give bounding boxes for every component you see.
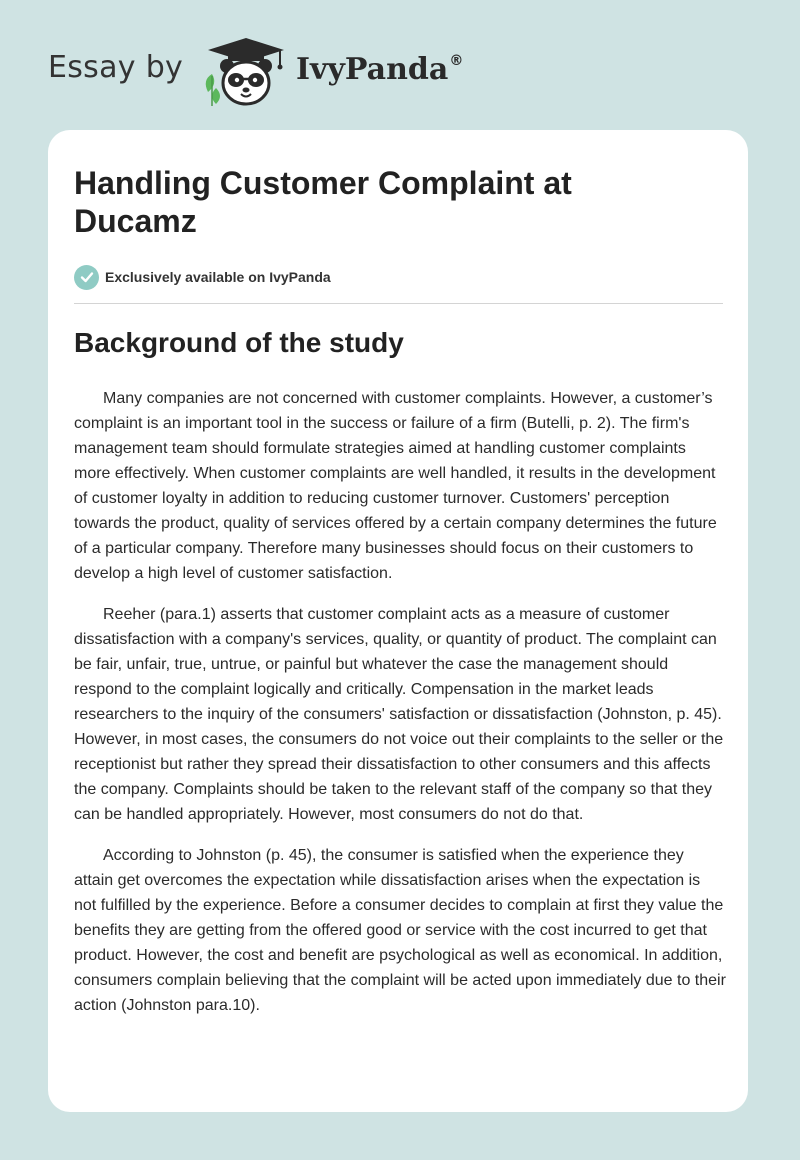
- divider: [74, 303, 723, 304]
- exclusive-badge-label: Exclusively available on IvyPanda: [105, 269, 331, 285]
- paragraph: According to Johnston (p. 45), the consumer is satisfied when the experience they attain get overcomes the expectation while dissatisfaction arises when the expectation is not fulfilled by the experience. Before a consumer decides to complain at first they value the benefits they are getting from the offered good or service with the cost incurred to get that product. However, the cost and benefit are psychological as well as economical. In addition, consumers complain believing that the complaint will be acted upon immediately due to their action (Johnston para.10).: [74, 847, 726, 1014]
- site-header: [0, 0, 800, 130]
- check-icon: [74, 265, 99, 290]
- section-heading: Background of the study: [74, 327, 404, 358]
- registered-mark: ®: [449, 53, 464, 69]
- essay-card: [48, 130, 748, 1112]
- essay-body: [74, 386, 726, 1034]
- brand-name[interactable]: [296, 52, 463, 87]
- panda-logo-icon: [200, 36, 292, 110]
- essay-by-label: Essay by: [48, 50, 184, 85]
- page-title: Handling Customer Complaint at Ducamz: [74, 165, 572, 239]
- paragraph: Reeher (para.1) asserts that customer complaint acts as a measure of customer dissatisfaction with a company's services, quality, or quantity of product. The complaint can be fair, unfair, true, untrue, or painful but whatever the case the management should respond to the complaint logically and critically. Compensation in the market leads researchers to the inquiry of the consumers' satisfaction or dissatisfaction (Johnston, p. 45). However, in most cases, the consumers do not voice out their complaints to the seller or the receptionist but rather they spread their dissatisfaction to other consumers and this affects the company. Complaints should be taken to the relevant staff of the company so that they can be handled appropriately. However, most consumers do not do that.: [74, 606, 724, 823]
- exclusive-badge: [74, 264, 331, 290]
- brand-name-text: IvyPanda: [296, 52, 449, 87]
- paragraph: Many companies are not concerned with customer complaints. However, a customer’s complaint is an important tool in the success or failure of a firm (Butelli, p. 2). The firm's management team should formulate strategies aimed at handling customer complaints more effectively. When customer complaints are well handled, it results in the development of customer loyalty in addition to reducing customer turnover. Customers' perception towards the product, quality of services offered by a certain company determines the future of a particular company. Therefore many businesses should focus on their customers to develop a high level of customer satisfaction.: [74, 390, 717, 582]
